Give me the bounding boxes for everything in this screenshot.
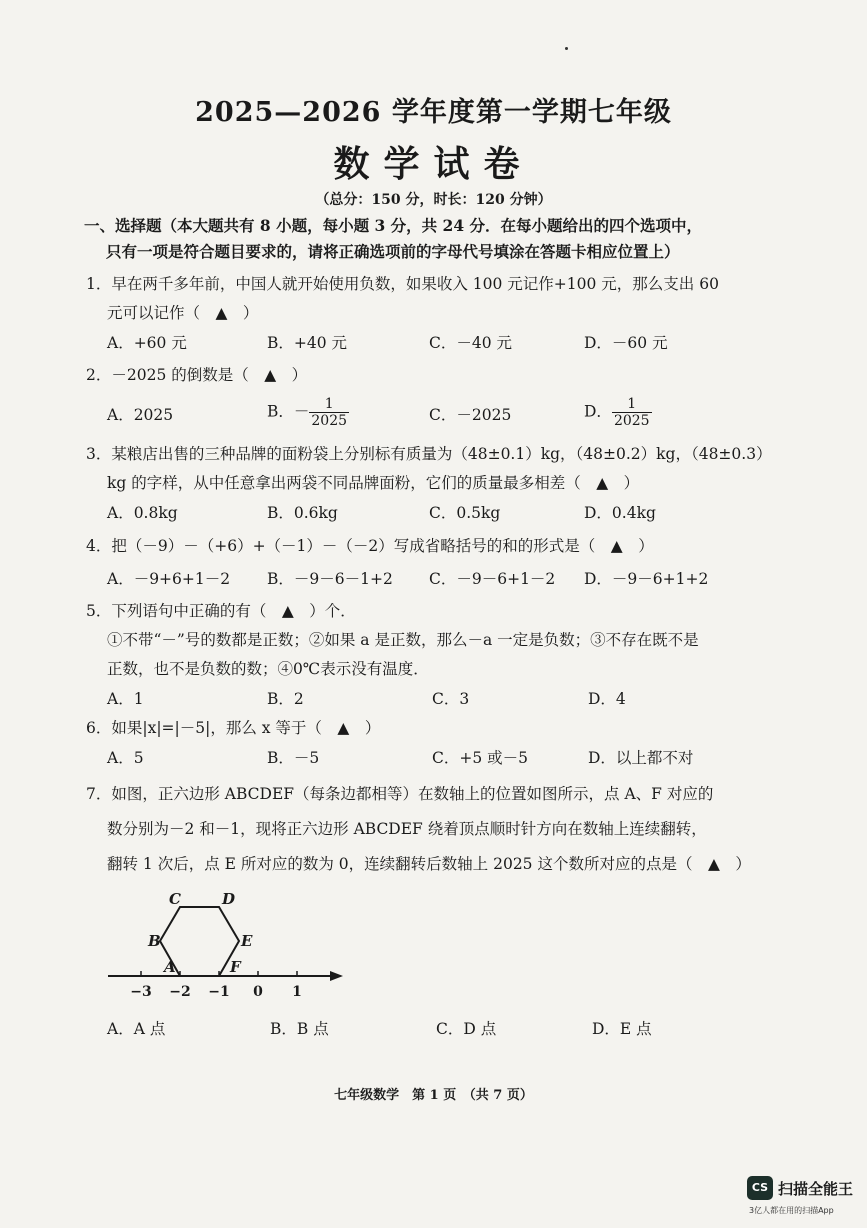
vertex-label-e: E: [241, 932, 253, 950]
exam-meta: （总分：150 分，时长：120 分钟）: [315, 192, 552, 208]
q1-option-a: A．+60 元: [107, 334, 187, 352]
q7-option-c: C．D 点: [436, 1020, 497, 1038]
q1-option-c: C．－40 元: [429, 334, 513, 352]
question-1-cont: 元可以记作（ ▲ ）: [107, 304, 259, 322]
q5-option-a: A．1: [107, 690, 144, 708]
exam-title: 数学试卷: [333, 143, 534, 185]
vertex-label-b: B: [148, 932, 161, 950]
question-7-cont-1: 数分别为－2 和－1，现将正六边形 ABCDEF 绕着顶点顺时针方向在数轴上连续翻转，: [107, 820, 707, 838]
q6-option-c: C．+5 或－5: [432, 749, 528, 767]
q2-option-b: [267, 396, 349, 429]
question-2-text: 2．－2025 的倒数是（ ▲ ）: [86, 366, 308, 384]
q2-option-b-fraction: [309, 396, 349, 429]
question-1-text: 1．早在两千多年前，中国人就开始使用负数，如果收入 100 元记作+100 元，那么支出 60: [86, 275, 719, 293]
tick-label: −1: [208, 984, 230, 1000]
q4-option-c: C．－9－6+1－2: [429, 570, 556, 588]
q5-option-d: D．4: [588, 690, 626, 708]
q4-option-a: A．－9+6+1－2: [107, 570, 231, 588]
exam-term-title: 2025—2026 学年度第一学期七年级: [195, 97, 672, 128]
q3-option-a: A．0.8kg: [107, 504, 178, 522]
q7-option-d: D．E 点: [592, 1020, 652, 1038]
tick-label: 0: [253, 984, 263, 1000]
q2-option-d: [584, 396, 652, 429]
q3-option-c: C．0.5kg: [429, 504, 501, 522]
scanner-app-tagline: 3亿人都在用的扫描App: [749, 1206, 834, 1215]
fraction-numerator: 1: [612, 396, 652, 413]
question-7-cont-2: 翻转 1 次后，点 E 所对应的数为 0，连续翻转后数轴上 2025 这个数所对应的点是（ ▲ ）: [107, 855, 751, 873]
q2-option-b-prefix: B．－: [267, 402, 310, 421]
q4-option-b: B．－9－6－1+2: [267, 570, 393, 588]
page-footer: 七年级数学 第 1 页 （共 7 页）: [334, 1088, 533, 1103]
scanner-app-name: 扫描全能王: [778, 1180, 854, 1198]
camscanner-logo-icon: CS: [747, 1176, 773, 1200]
fraction-numerator: 1: [309, 396, 349, 413]
question-5-cont-1: ①不带“－”号的数都是正数；②如果 a 是正数，那么－a 一定是负数；③不存在既不是: [107, 631, 699, 649]
q4-option-d: D．－9－6+1+2: [584, 570, 709, 588]
q7-option-b: B．B 点: [270, 1020, 329, 1038]
q3-option-b: B．0.6kg: [267, 504, 338, 522]
q2-option-c: C．－2025: [429, 406, 512, 424]
q6-option-b: B．－5: [267, 749, 320, 767]
q7-option-a: A．A 点: [107, 1020, 166, 1038]
question-5-text: 5．下列语句中正确的有（ ▲ ）个．: [86, 602, 356, 620]
question-7-text: 7．如图，正六边形 ABCDEF（每条边都相等）在数轴上的位置如图所示，点 A、F 对应的: [86, 785, 714, 803]
question-3-text: 3．某粮店出售的三种品牌的面粉袋上分别标有质量为（48±0.1）kg，（48±0.2）kg，（48±0.3）: [86, 445, 772, 463]
q6-option-a: A．5: [107, 749, 144, 767]
section-line-1: 一、选择题（本大题共有 8 小题，每小题 3 分，共 24 分．在每小题给出的四个选项中，: [84, 216, 703, 235]
hexagon-number-line-figure: [100, 884, 360, 1004]
scan-speck: [565, 47, 568, 50]
q5-option-c: C．3: [432, 690, 470, 708]
vertex-label-c: C: [169, 890, 181, 908]
vertex-label-f: F: [230, 958, 241, 976]
question-4-text: 4．把（－9）－（+6）+（－1）－（－2）写成省略括号的和的形式是（ ▲ ）: [86, 537, 654, 555]
q2-option-d-prefix: D．: [584, 402, 612, 421]
tick-label: −2: [169, 984, 191, 1000]
number-line-arrow: [330, 971, 343, 981]
scanner-app-badge: [747, 1176, 853, 1220]
q3-option-d: D．0.4kg: [584, 504, 656, 522]
section-heading: [84, 213, 804, 265]
q6-option-d: D．以上都不对: [588, 749, 694, 767]
q1-option-d: D．－60 元: [584, 334, 668, 352]
vertex-label-a: A: [164, 958, 176, 976]
tick-label: 1: [292, 984, 302, 1000]
q5-option-b: B．2: [267, 690, 304, 708]
q1-option-b: B．+40 元: [267, 334, 348, 352]
q2-option-d-fraction: [612, 396, 652, 429]
tick-label: −3: [130, 984, 152, 1000]
fraction-denominator: 2025: [613, 413, 650, 429]
q2-option-a: A．2025: [107, 406, 174, 424]
question-6-text: 6．如果|x|=|－5|，那么 x 等于（ ▲ ）: [86, 719, 381, 737]
section-line-2: 只有一项是符合题目要求的，请将正确选项前的字母代号填涂在答题卡相应位置上）: [106, 242, 680, 261]
fraction-denominator: 2025: [311, 413, 348, 429]
vertex-label-d: D: [222, 890, 236, 908]
question-3-cont: kg 的字样，从中任意拿出两袋不同品牌面粉，它们的质量最多相差（ ▲ ）: [107, 474, 640, 492]
question-5-cont-2: 正数，也不是负数的数；④0℃表示没有温度．: [107, 660, 429, 678]
